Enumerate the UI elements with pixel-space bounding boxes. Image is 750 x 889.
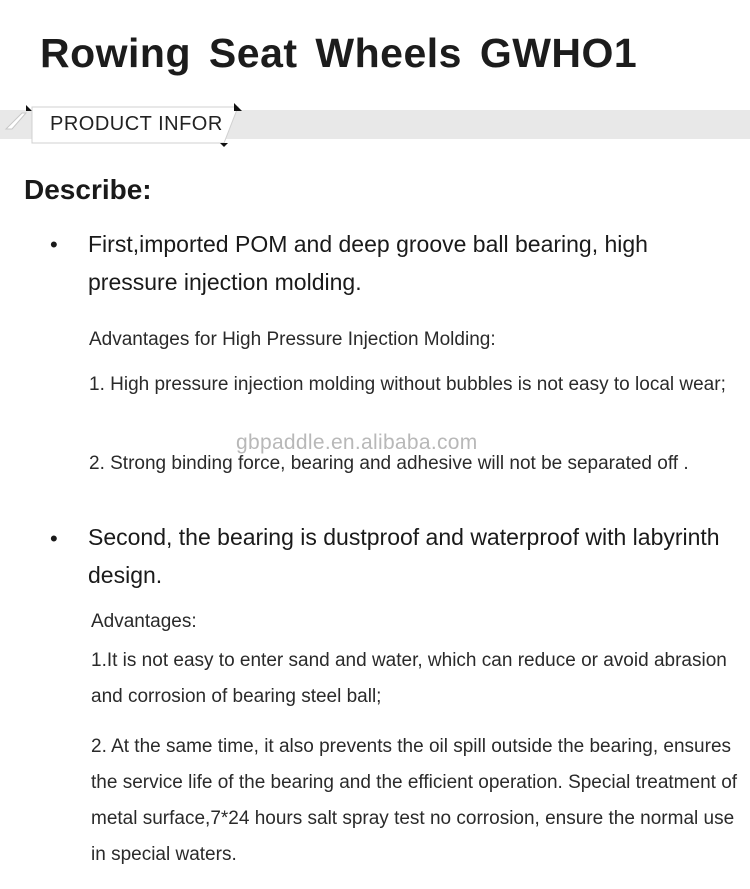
advantage-detail: 2. Strong binding force, bearing and adhesive will not be separated off . [89, 453, 689, 474]
advantages-heading: Advantages: [91, 611, 197, 632]
advantage-detail: 1. High pressure injection molding without bubbles is not easy to local wear; [89, 374, 726, 395]
describe-heading: Describe: [24, 174, 152, 205]
advantage-detail: 2. At the same time, it also prevents the oil spill outside the bearing, ensures the service life of the bearing and the efficient operation. Special treatment of metal surface,7*24 hours salt spray test no corrosion, ensure the normal use in special waters. [91, 736, 738, 865]
point-text: Second, the bearing is dustproof and waterproof with labyrinth design. [88, 524, 720, 588]
section-tab-label: PRODUCT INFOR [50, 113, 223, 135]
section-tab [24, 103, 240, 143]
page-title: Rowing Seat Wheels GWHO1 [40, 30, 638, 76]
watermark: gbpaddle.en.alibaba.com [236, 431, 478, 454]
advantage-detail: 1.It is not easy to enter sand and water, which can reduce or avoid abrasion and corrosion of bearing steel ball; [91, 650, 727, 707]
point-text: First,imported POM and deep groove ball bearing, high pressure injection molding. [88, 231, 648, 295]
bullet-icon: • [50, 232, 58, 257]
advantages-heading: Advantages for High Pressure Injection Molding: [89, 329, 496, 350]
bullet-icon: • [50, 526, 58, 551]
